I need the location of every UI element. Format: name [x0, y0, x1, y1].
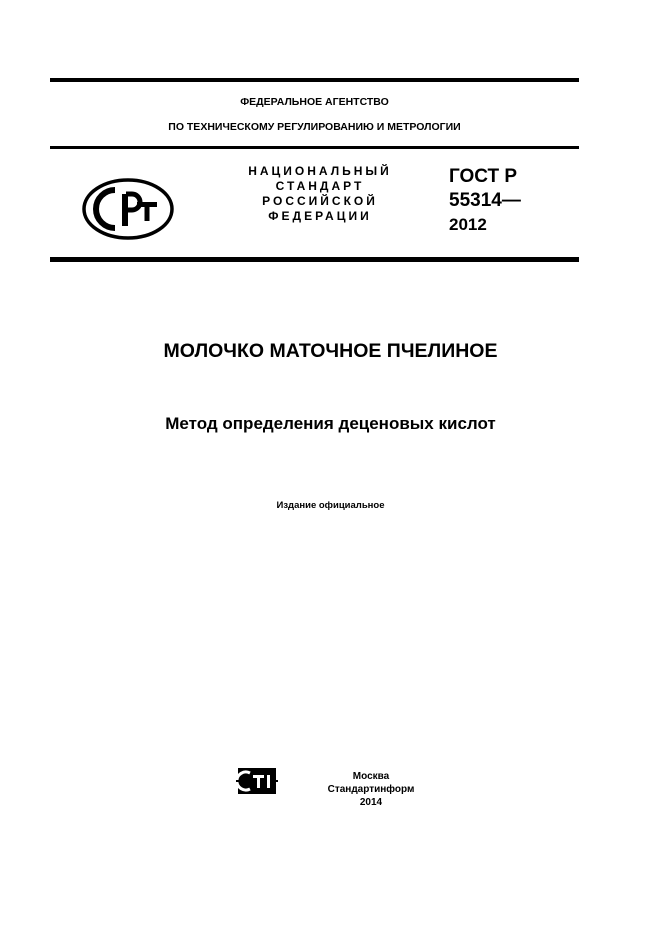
document-title: МОЛОЧКО МАТОЧНОЕ ПЧЕЛИНОЕ: [163, 340, 498, 362]
publisher-year: 2014: [359, 797, 383, 808]
top-rule: [50, 78, 579, 82]
agency-line-1: ФЕДЕРАЛЬНОЕ АГЕНТСТВО: [240, 96, 389, 108]
standard-designation: [449, 165, 521, 237]
standard-type-line-1: НАЦИОНАЛЬНЫЙ: [248, 164, 392, 178]
standard-type-line-2: СТАНДАРТ: [275, 179, 365, 193]
mid-rule: [50, 146, 579, 149]
publisher-name: Стандартинформ: [327, 784, 415, 795]
standard-type-line-3: РОССИЙСКОЙ: [262, 194, 378, 208]
gost-r-certification-mark-icon: [82, 178, 174, 240]
edition-note: Издание официальное: [276, 500, 385, 511]
bottom-rule: [50, 257, 579, 262]
designation-line-2: 55314—: [449, 190, 521, 211]
designation-line-3: 2012: [449, 215, 487, 234]
publisher-city: Москва: [352, 771, 390, 782]
standard-type-line-4: ФЕДЕРАЦИИ: [268, 209, 372, 223]
national-standard-block: [232, 164, 408, 224]
document-subtitle: Метод определения деценовых кислот: [165, 414, 496, 433]
standartinform-logo-icon: [236, 766, 278, 796]
agency-line-2: ПО ТЕХНИЧЕСКОМУ РЕГУЛИРОВАНИЮ И МЕТРОЛОГИИ: [168, 121, 461, 133]
publisher-block: [312, 770, 430, 809]
designation-line-1: ГОСТ Р: [449, 166, 518, 187]
